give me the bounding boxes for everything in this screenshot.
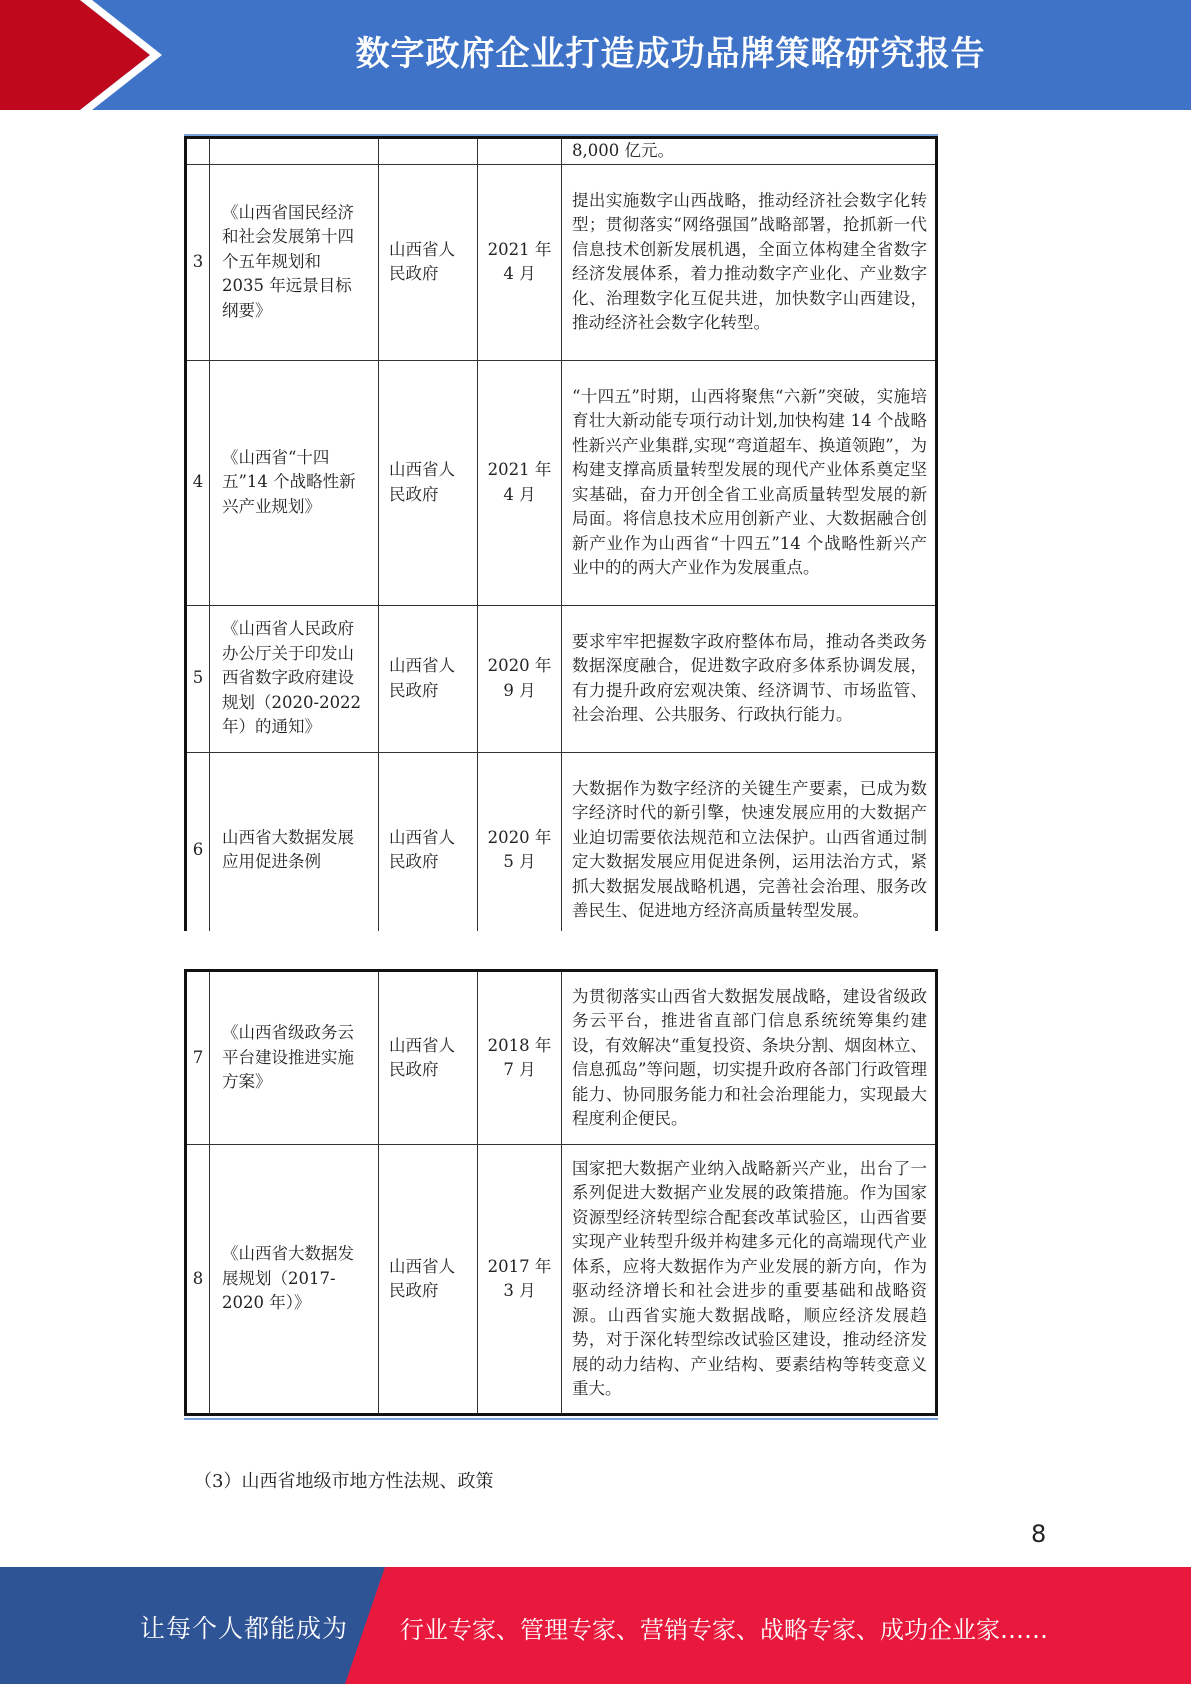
issue-date: 2017 年 3 月 bbox=[478, 1145, 562, 1415]
policy-table-part1 bbox=[184, 136, 938, 931]
row-number: 6 bbox=[186, 752, 210, 931]
table-row bbox=[186, 605, 937, 752]
row-content: 8,000 亿元。 bbox=[562, 138, 937, 165]
row-number: 8 bbox=[186, 1145, 210, 1415]
row-content: 大数据作为数字经济的关键生产要素，已成为数字经济时代的新引擎，快速发展应用的大数据产业迫切需要依法规范和立法保护。山西省通过制定大数据发展应用促进条例，运用法治方式，紧抓大数据发展战略机遇，完善社会治理、服务改善民生、促进地方经济高质量转型发展。 bbox=[562, 752, 937, 931]
table-row bbox=[186, 360, 937, 605]
row-content: 提出实施数字山西战略，推动经济社会数字化转型；贯彻落实“网络强国”战略部署，抢抓新一代信息技术创新发展机遇，全面立体构建全省数字经济发展体系，着力推动数字产业化、产业数字化、治理数字化互促共进，加快数字山西建设，推动经济社会数字化转型。 bbox=[562, 164, 937, 360]
row-content: 为贯彻落实山西省大数据发展战略，建设省级政务云平台，推进省直部门信息系统统筹集约建设，有效解决“重复投资、条块分割、烟囱林立、信息孤岛”等问题，切实提升政府各部门行政管理能力、协同服务能力和社会治理能力，实现最大程度利企便民。 bbox=[562, 971, 937, 1145]
row-number: 5 bbox=[186, 605, 210, 752]
table-row bbox=[186, 752, 937, 931]
page-number: 8 bbox=[1031, 1520, 1047, 1548]
issue-date: 2020 年 5 月 bbox=[478, 752, 562, 931]
page-footer bbox=[0, 1567, 1191, 1684]
issuer: 山西省人民政府 bbox=[379, 360, 478, 605]
table-row bbox=[186, 971, 937, 1145]
footer-slogan-right: 行业专家、管理专家、营销专家、战略专家、成功企业家…… bbox=[400, 1616, 1048, 1644]
issue-date: 2021 年 4 月 bbox=[478, 164, 562, 360]
table-bottom-line bbox=[184, 1418, 938, 1420]
page-header bbox=[0, 0, 1191, 110]
row-number: 7 bbox=[186, 971, 210, 1145]
issue-date: 2018 年 7 月 bbox=[478, 971, 562, 1145]
issuer: 山西省人民政府 bbox=[379, 1145, 478, 1415]
row-content: 要求牢牢把握数字政府整体布局，推动各类政务数据深度融合，促进数字政府多体系协调发展，有力提升政府宏观决策、经济调节、市场监管、社会治理、公共服务、行政执行能力。 bbox=[562, 605, 937, 752]
row-number: 3 bbox=[186, 164, 210, 360]
policy-name: 山西省大数据发展应用促进条例 bbox=[210, 752, 379, 931]
policy-name: 《山西省级政务云平台建设推进实施方案》 bbox=[210, 971, 379, 1145]
issuer: 山西省人民政府 bbox=[379, 971, 478, 1145]
section-heading: （3）山西省地级市地方性法规、政策 bbox=[194, 1471, 494, 1492]
policy-name: 《山西省人民政府办公厅关于印发山西省数字政府建设规划（2020-2022 年）的通知》 bbox=[210, 605, 379, 752]
issuer: 山西省人民政府 bbox=[379, 164, 478, 360]
row-content: 国家把大数据产业纳入战略新兴产业，出台了一系列促进大数据产业发展的政策措施。作为国家资源型经济转型综合配套改革试验区，山西省要实现产业转型升级并构建多元化的高端现代产业体系，应将大数据作为产业发展的新方向，作为驱动经济增长和社会进步的重要基础和战略资源。山西省实施大数据战略，顺应经济发展趋势，对于深化转型综改试验区建设，推动经济发展的动力结构、产业结构、要素结构等转变意义重大。 bbox=[562, 1145, 937, 1415]
issuer: 山西省人民政府 bbox=[379, 752, 478, 931]
policy-name: 《山西省大数据发展规划（2017-2020 年）》 bbox=[210, 1145, 379, 1415]
report-title: 数字政府企业打造成功品牌策略研究报告 bbox=[355, 34, 986, 74]
footer-slogan-left: 让每个人都能成为 bbox=[140, 1614, 349, 1643]
row-number: 4 bbox=[186, 360, 210, 605]
table-row bbox=[186, 164, 937, 360]
row-content: “十四五”时期，山西将聚焦“六新”突破，实施培育壮大新动能专项行动计划,加快构建 14 个战略性新兴产业集群,实现“弯道超车、换道领跑”，为构建支撑高质量转型发展的现代产业体系奠定坚实基础，奋力开创全省工业高质量转型发展的新局面。将信息技术应用创新产业、大数据融合创新产业作为山西省“十四五”14 个战略性新兴产业中的的两大产业作为发展重点。 bbox=[562, 360, 937, 605]
issue-date: 2021 年 4 月 bbox=[478, 360, 562, 605]
policy-name: 《山西省国民经济和社会发展第十四个五年规划和 2035 年远景目标纲要》 bbox=[210, 164, 379, 360]
table-row bbox=[186, 138, 937, 165]
policy-table-part2 bbox=[184, 969, 938, 1416]
table-row bbox=[186, 1145, 937, 1415]
issuer: 山西省人民政府 bbox=[379, 605, 478, 752]
issue-date: 2020 年 9 月 bbox=[478, 605, 562, 752]
policy-name: 《山西省“十四五”14 个战略性新兴产业规划》 bbox=[210, 360, 379, 605]
